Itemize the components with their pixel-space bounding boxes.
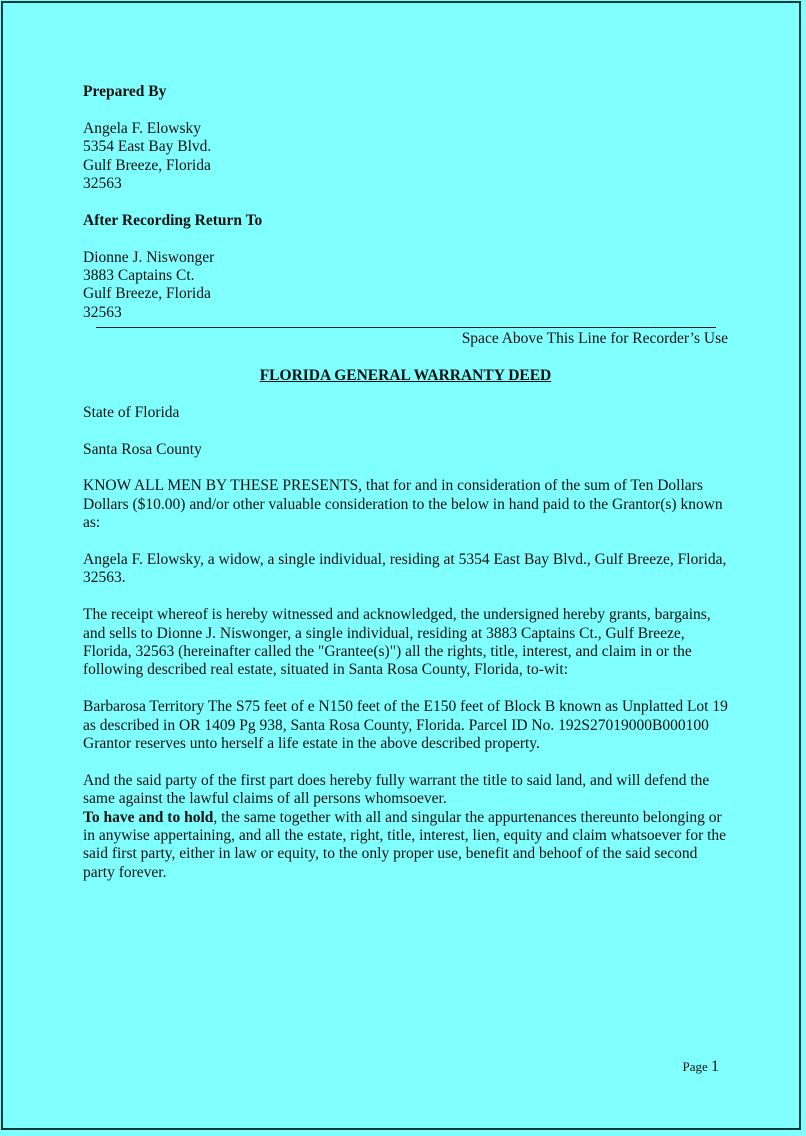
prepared-by-city: Gulf Breeze, Florida xyxy=(83,156,211,174)
return-to-heading: After Recording Return To xyxy=(83,211,263,229)
document-page xyxy=(1,1,801,1130)
consideration-paragraph: KNOW ALL MEN BY THESE PRESENTS, that for and in consideration of the sum of Ten Dollars Dollars ($10.00) and/or other valuable consideration to the below in hand paid to the Grantor(s) known as: xyxy=(83,477,723,532)
page-number xyxy=(682,1058,719,1076)
grantor-paragraph: Angela F. Elowsky, a widow, a single individual, residing at 5354 East Bay Blvd., Gulf Breeze, Florida, 32563. xyxy=(83,551,727,587)
recorder-divider xyxy=(96,327,716,328)
deed-title: FLORIDA GENERAL WARRANTY DEED xyxy=(259,367,552,385)
warranty-paragraph: And the said party of the first part does hereby fully warrant the title to said land, and will defend the same against the lawful claims of all persons whomsoever. xyxy=(83,771,710,808)
legal-description-paragraph: Barbarosa Territory The S75 feet of e N150 feet of the E150 feet of Block B known as Unplatted Lot 19 as described in OR 1409 Pg 938, Santa Rosa County, Florida. Parcel ID No. 192S27019000B000100 Grantor reserves unto herself a life estate in the above described property. xyxy=(83,698,728,753)
county-line: Santa Rosa County xyxy=(83,440,202,458)
habendum-paragraph xyxy=(83,809,728,883)
habendum-bold-phrase: To have and to hold xyxy=(83,808,214,826)
return-to-street: 3883 Captains Ct. xyxy=(83,267,195,285)
page-number-value: 1 xyxy=(711,1058,719,1075)
page-label: Page xyxy=(682,1059,708,1074)
prepared-by-name: Angela F. Elowsky xyxy=(83,119,202,137)
prepared-by-zip: 32563 xyxy=(83,175,122,193)
habendum-text: , the same together with all and singular the appurtenances thereunto belonging or in anywise appertaining, and all the estate, right, title, interest, lien, equity and claim whatsoever for the said first party, either in law or equity, to the only proper use, benefit and behoof of the said second party forever. xyxy=(83,808,727,881)
return-to-city: Gulf Breeze, Florida xyxy=(83,285,211,303)
recorder-note: Space Above This Line for Recorder’s Use xyxy=(461,330,728,348)
prepared-by-heading: Prepared By xyxy=(83,83,167,100)
return-to-zip: 32563 xyxy=(83,303,122,321)
prepared-by-street: 5354 East Bay Blvd. xyxy=(83,138,212,156)
state-line: State of Florida xyxy=(83,403,180,421)
grant-paragraph: The receipt whereof is hereby witnessed and acknowledged, the undersigned hereby grants, bargains, and sells to Dionne J. Niswonger, a single individual, residing at 3883 Captains Ct., Gulf Breeze, Florida, 32563 (hereinafter called the "Grantee(s)") all the rights, title, interest, and claim in or the following described real estate, situated in Santa Rosa County, Florida, to-wit: xyxy=(83,606,711,679)
deed-body xyxy=(83,83,728,882)
return-to-name: Dionne J. Niswonger xyxy=(83,248,215,266)
